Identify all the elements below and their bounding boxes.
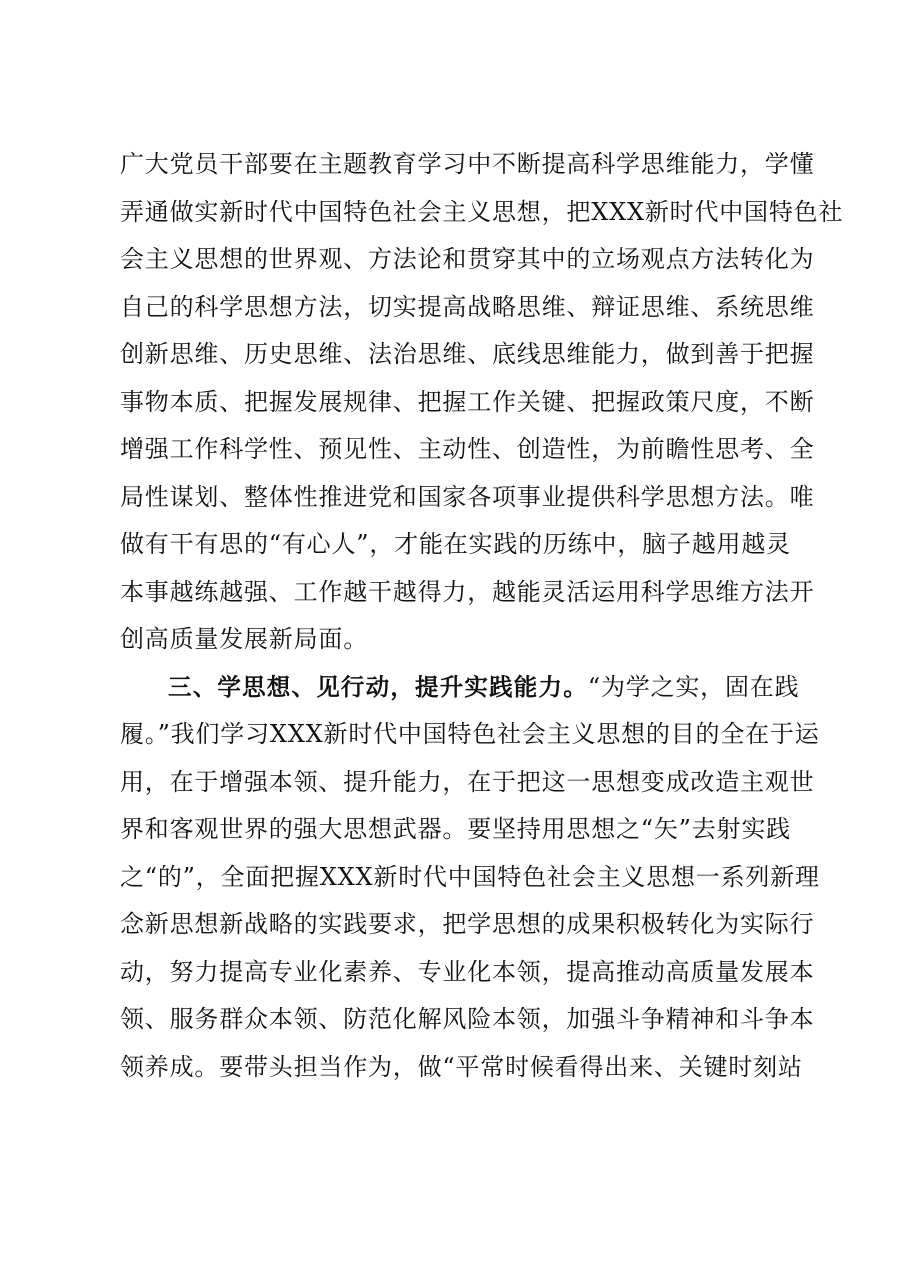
text-line: 界和客观世界的强大思想武器。要坚持用思想之“矢”去射实践	[120, 815, 791, 843]
text-line: 念新思想新战略的实践要求，把学思想的成果积极转化为实际行	[120, 910, 815, 938]
text-line: 局性谋划、整体性推进党和国家各项事业提供科学思想方法。唯	[120, 482, 815, 511]
text-line: 履。”我们学习XXX新时代中国特色社会主义思想的目的全在于运	[120, 720, 820, 748]
paragraph-1	[120, 141, 844, 664]
body-text	[120, 141, 844, 1091]
text-line: 广大党员干部要在主题教育学习中不断提高科学思维能力，学懂	[120, 150, 815, 178]
text-line: 用，在于增强本领、提升能力，在于把这一思想变成改造主观世	[120, 767, 815, 796]
text-line: 之“的”，全面把握XXX新时代中国特色社会主义思想一系列新理	[120, 862, 820, 891]
text-line: 动，努力提高专业化素养、专业化本领，提高推动高质量发展本	[120, 957, 815, 986]
paragraph-2	[120, 664, 820, 1092]
text-line: 创高质量发展新局面。	[120, 625, 368, 653]
text-line: 创新思维、历史思维、法治思维、底线思维能力，做到善于把握	[120, 340, 815, 368]
section-heading: 三、学思想、见行动，提升实践能力。	[168, 672, 588, 701]
text-line: 做有干有思的“有心人”，才能在实践的历练中，脑子越用越灵	[120, 530, 791, 558]
text-line: 增强工作科学性、预见性、主动性、创造性，为前瞻性思考、全	[120, 435, 815, 463]
text-line: 自己的科学思想方法，切实提高战略思维、辩证思维、系统思维	[120, 292, 815, 321]
section-heading-line	[120, 664, 820, 712]
text-line: 弄通做实新时代中国特色社会主义思想，把XXX新时代中国特色社	[120, 197, 844, 226]
text-line: 领养成。要带头担当作为，做“平常时候看得出来、关键时刻站	[120, 1052, 803, 1081]
text-line: 事物本质、把握发展规律、把握工作关键、把握政策尺度，不断	[120, 387, 815, 416]
text-line: 会主义思想的世界观、方法论和贯穿其中的立场观点方法转化为	[120, 245, 815, 273]
quote-start: “为学之实，固在践	[587, 672, 800, 701]
text-line: 领、服务群众本领、防范化解风险本领，加强斗争精神和斗争本	[120, 1005, 815, 1033]
text-line: 本事越练越强、工作越干越得力，越能灵活运用科学思维方法开	[120, 577, 815, 606]
